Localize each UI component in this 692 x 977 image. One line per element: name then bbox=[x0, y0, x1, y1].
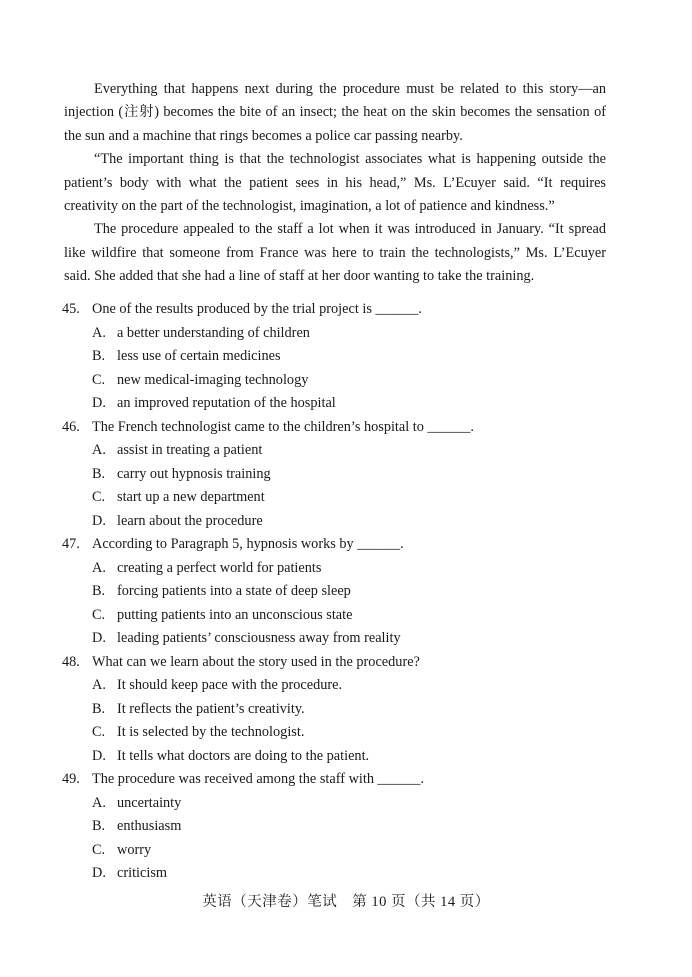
option-text: forcing patients into a state of deep sleep bbox=[117, 583, 351, 599]
option-letter: B. bbox=[92, 818, 106, 834]
option-text: less use of certain medicines bbox=[117, 348, 281, 364]
option-c[interactable] bbox=[62, 486, 622, 510]
option-text: criticism bbox=[117, 865, 168, 881]
option-text: creating a perfect world for patients bbox=[117, 559, 322, 576]
question-number: 48. bbox=[62, 653, 80, 670]
option-letter: C. bbox=[92, 724, 106, 740]
passage-paragraph: Everything that happens next during the procedure must be related to this story—an injection (注射) becomes the bite of an insect; the heat on the skin becomes the sensation of the sun and a machine that rings becomes a police car passing nearby. bbox=[64, 81, 606, 144]
option-b[interactable] bbox=[62, 698, 622, 722]
option-text: putting patients into an unconscious state bbox=[117, 606, 353, 623]
question-stem bbox=[62, 768, 622, 792]
option-text: carry out hypnosis training bbox=[117, 465, 271, 482]
question-47 bbox=[62, 533, 622, 651]
option-b[interactable] bbox=[62, 580, 622, 604]
option-a[interactable] bbox=[62, 322, 622, 346]
option-letter: B. bbox=[92, 465, 106, 482]
option-letter: D. bbox=[92, 395, 106, 411]
question-number: 46. bbox=[62, 418, 80, 435]
question-text: The French technologist came to the children’s hospital to ______. bbox=[92, 418, 474, 435]
option-text: leading patients’ consciousness away from reality bbox=[117, 630, 401, 646]
option-a[interactable] bbox=[62, 792, 622, 816]
option-text: uncertainty bbox=[117, 794, 182, 811]
option-text: learn about the procedure bbox=[117, 512, 263, 529]
option-text: worry bbox=[117, 841, 152, 858]
option-c[interactable] bbox=[62, 721, 622, 745]
option-c[interactable] bbox=[62, 369, 622, 393]
option-b[interactable] bbox=[62, 463, 622, 487]
option-text: enthusiasm bbox=[117, 818, 182, 834]
option-d[interactable] bbox=[62, 510, 622, 534]
question-stem bbox=[62, 298, 622, 322]
option-letter: B. bbox=[92, 348, 106, 364]
option-letter: C. bbox=[92, 606, 106, 623]
question-49 bbox=[62, 768, 622, 886]
question-stem bbox=[62, 533, 622, 557]
passage-paragraph: The procedure appealed to the staff a lot when it was introduced in January. “It spread like wildfire that someone from France was here to train the technologists,” Ms. L’Ecuyer said. She added that she had a line of staff at her door wanting to take the training. bbox=[64, 221, 606, 285]
option-a[interactable] bbox=[62, 439, 622, 463]
reading-passage bbox=[64, 78, 606, 289]
option-letter: D. bbox=[92, 865, 106, 881]
option-text: It reflects the patient’s creativity. bbox=[117, 700, 305, 717]
option-letter: A. bbox=[92, 794, 106, 811]
option-text: It should keep pace with the procedure. bbox=[117, 677, 343, 693]
option-d[interactable] bbox=[62, 745, 622, 769]
option-a[interactable] bbox=[62, 674, 622, 698]
question-stem bbox=[62, 651, 622, 675]
option-c[interactable] bbox=[62, 839, 622, 863]
option-text: an improved reputation of the hospital bbox=[117, 395, 336, 411]
option-letter: A. bbox=[92, 677, 106, 693]
option-letter: C. bbox=[92, 489, 106, 505]
question-45 bbox=[62, 298, 622, 416]
option-letter: A. bbox=[92, 442, 106, 458]
option-letter: B. bbox=[92, 700, 106, 717]
option-letter: D. bbox=[92, 747, 106, 764]
question-text: One of the results produced by the trial project is ______. bbox=[92, 301, 422, 317]
option-letter: C. bbox=[92, 371, 106, 388]
option-letter: D. bbox=[92, 630, 106, 646]
option-d[interactable] bbox=[62, 392, 622, 416]
question-46 bbox=[62, 416, 622, 534]
question-48 bbox=[62, 651, 622, 769]
question-number: 49. bbox=[62, 771, 80, 787]
option-text: a better understanding of children bbox=[117, 324, 310, 341]
question-number: 45. bbox=[62, 301, 80, 317]
option-text: new medical-imaging technology bbox=[117, 371, 309, 388]
question-stem bbox=[62, 416, 622, 440]
option-a[interactable] bbox=[62, 557, 622, 581]
option-text: assist in treating a patient bbox=[117, 442, 263, 458]
option-d[interactable] bbox=[62, 862, 622, 886]
option-b[interactable] bbox=[62, 815, 622, 839]
question-text: The procedure was received among the staff with ______. bbox=[92, 771, 425, 787]
option-letter: D. bbox=[92, 512, 106, 529]
question-number: 47. bbox=[62, 536, 80, 552]
question-text: What can we learn about the story used in the procedure? bbox=[92, 653, 420, 670]
option-text: It tells what doctors are doing to the patient. bbox=[117, 747, 370, 764]
option-text: start up a new department bbox=[117, 489, 265, 505]
option-letter: A. bbox=[92, 324, 106, 341]
question-list bbox=[62, 298, 622, 886]
option-text: It is selected by the technologist. bbox=[117, 724, 305, 740]
option-letter: B. bbox=[92, 583, 106, 599]
option-b[interactable] bbox=[62, 345, 622, 369]
option-c[interactable] bbox=[62, 604, 622, 628]
option-letter: C. bbox=[92, 841, 106, 858]
option-letter: A. bbox=[92, 559, 106, 576]
page-footer: 英语（天津卷）笔试 第 10 页（共 14 页） bbox=[202, 894, 490, 910]
passage-paragraph: “The important thing is that the technologist associates what is happening outside the patient’s body with what the patient sees in his head,” Ms. L’Ecuyer said. “It requires creativity on the part of the technologist, imagination, a lot of patience and kindness.” bbox=[64, 151, 606, 215]
question-text: According to Paragraph 5, hypnosis works by ______. bbox=[92, 536, 404, 552]
option-d[interactable] bbox=[62, 627, 622, 651]
